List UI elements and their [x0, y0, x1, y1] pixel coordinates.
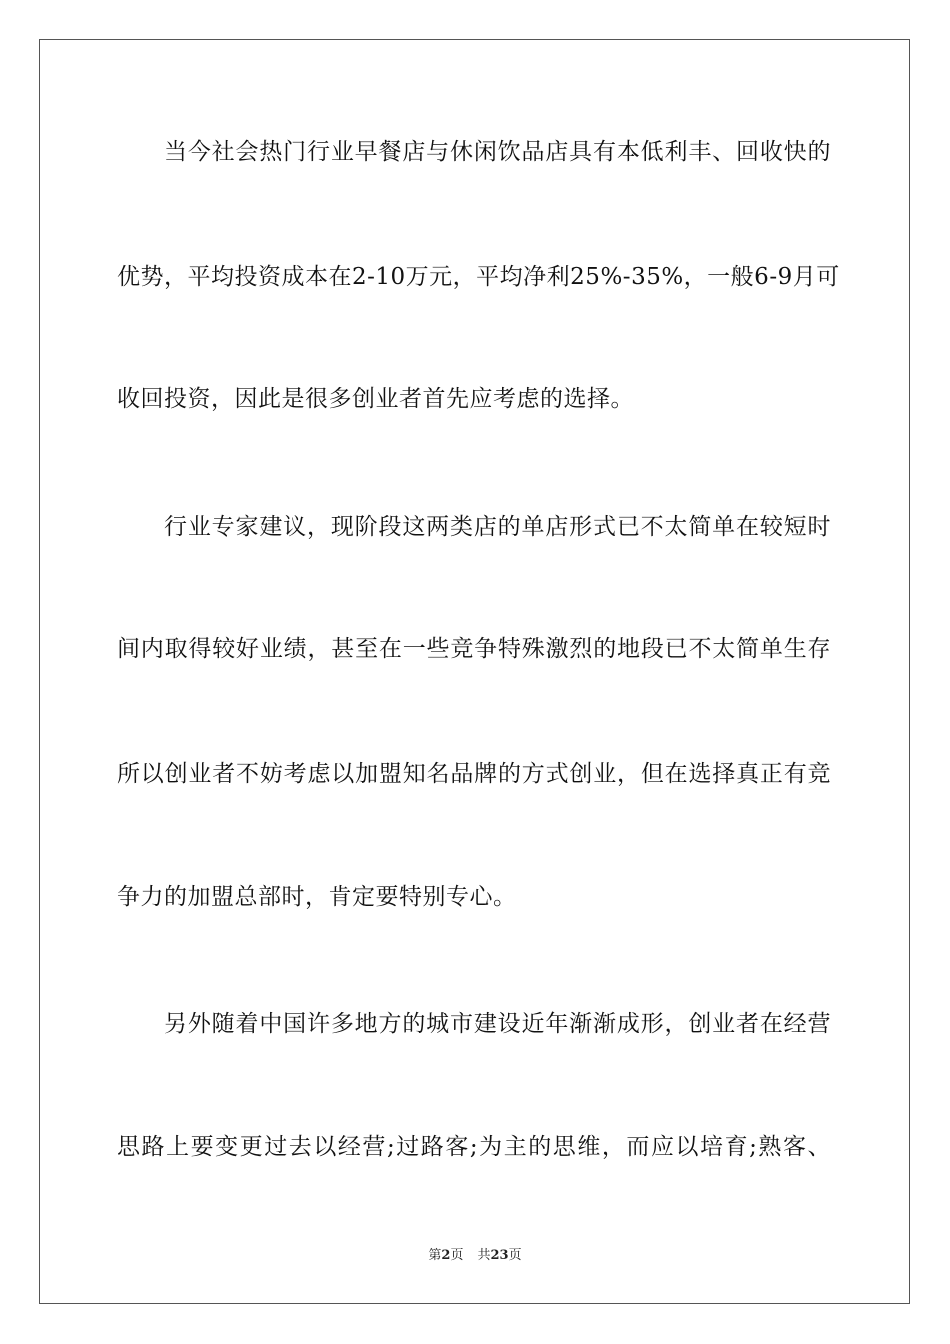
footer-total-pages: 23	[490, 1248, 509, 1263]
paragraph-2-line-4: 争力的加盟总部时，肯定要特别专心。	[117, 884, 517, 910]
paragraph-3-line-2: 思路上要变更过去以经营;过路客;为主的思维，而应以培育;熟客、	[117, 1134, 831, 1160]
footer-page-number: 2	[441, 1248, 451, 1263]
paragraph-2-line-3: 所以创业者不妨考虑以加盟知名品牌的方式创业，但在选择真正有竞	[117, 761, 831, 787]
paragraph-2-line-1: 行业专家建议，现阶段这两类店的单店形式已不太简单在较短时	[164, 514, 831, 540]
footer-total-suffix: 页	[508, 1248, 522, 1263]
footer-page-suffix: 页	[450, 1248, 464, 1263]
page-footer	[0, 1247, 950, 1265]
paragraph-2-line-2: 间内取得较好业绩，甚至在一些竞争特殊激烈的地段已不太简单生存	[117, 636, 831, 662]
paragraph-1-line-2: 优势，平均投资成本在2-10万元，平均净利25%-35%，一般6-9月可	[117, 264, 840, 290]
paragraph-1-line-3: 收回投资，因此是很多创业者首先应考虑的选择。	[117, 386, 634, 412]
footer-page-prefix: 第	[428, 1248, 442, 1263]
page-border	[39, 39, 910, 1304]
paragraph-3-line-1: 另外随着中国许多地方的城市建设近年渐渐成形，创业者在经营	[164, 1011, 831, 1037]
footer-total-prefix: 共	[477, 1248, 491, 1263]
paragraph-1-line-1: 当今社会热门行业早餐店与休闲饮品店具有本低利丰、回收快的	[164, 139, 831, 165]
